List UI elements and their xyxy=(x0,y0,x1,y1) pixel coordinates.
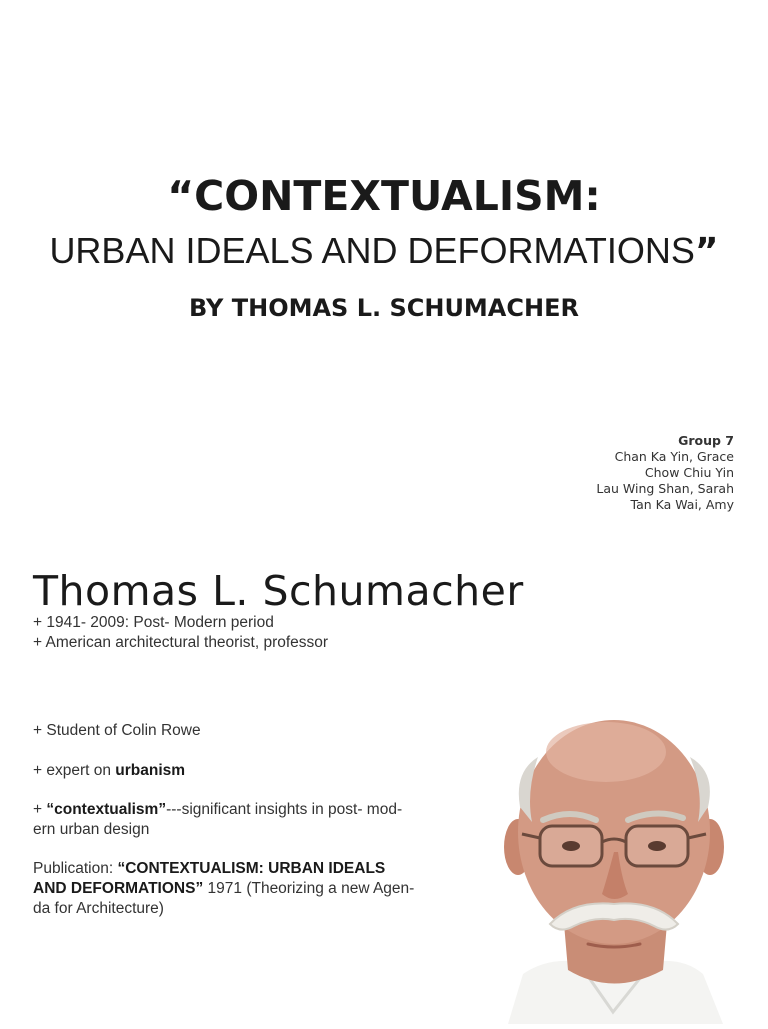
group-members-block xyxy=(596,433,734,513)
bullet-contextualism-line-1 xyxy=(33,800,453,820)
title-line-2 xyxy=(0,230,768,272)
publication-line-1 xyxy=(33,859,453,879)
group-member: Tan Ka Wai, Amy xyxy=(630,497,734,512)
bullet-expert xyxy=(33,761,185,781)
portrait-photo-icon xyxy=(478,712,748,1024)
title-close-quote: ” xyxy=(694,231,719,272)
publication-line-3: da for Architecture) xyxy=(33,900,164,917)
group-heading: Group 7 xyxy=(678,433,734,448)
group-member: Lau Wing Shan, Sarah xyxy=(596,481,734,496)
publication-text xyxy=(33,859,453,919)
bullet-contextualism-line-2: ern urban design xyxy=(33,821,150,838)
author-byline: BY THOMAS L. SCHUMACHER xyxy=(189,294,579,322)
group-member: Chan Ka Yin, Grace xyxy=(614,449,734,464)
publication-year-rest: 1971 (Theorizing a new Agen- xyxy=(203,880,415,897)
bullet-contextualism xyxy=(33,800,453,840)
group-member: Chow Chiu Yin xyxy=(644,465,734,480)
bullet-student-of: + Student of Colin Rowe xyxy=(33,722,201,739)
publication-line-2 xyxy=(33,879,453,899)
title-line-1: “CONTEXTUALISM: xyxy=(167,172,601,220)
bullet-contextualism-prefix: + xyxy=(33,801,47,818)
biography-heading: Thomas L. Schumacher xyxy=(33,567,524,615)
bullet-expert-prefix: + expert on xyxy=(33,762,116,779)
publication-prefix: Publication: xyxy=(33,860,118,877)
bullet-contextualism-rest: ---significant insights in post- mod- xyxy=(166,801,403,818)
title-line-2-text: URBAN IDEALS AND DEFORMATIONS xyxy=(49,230,695,271)
publication-title-part-2: AND DEFORMATIONS” xyxy=(33,880,204,897)
bullet-expert-bold: urbanism xyxy=(115,762,186,779)
bullet-occupation: + American architectural theorist, professor xyxy=(33,634,329,651)
publication-title-part-1: “CONTEXTUALISM: URBAN IDEALS xyxy=(117,860,386,877)
bullet-contextualism-bold: “contextualism” xyxy=(46,801,167,818)
bullet-dates: + 1941- 2009: Post- Modern period xyxy=(33,614,274,631)
